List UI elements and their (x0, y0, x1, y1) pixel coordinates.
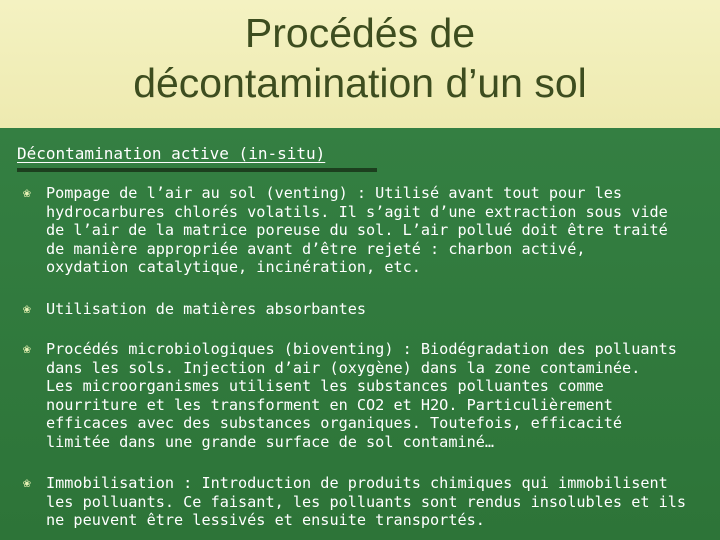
slide-title: Procédés de décontamination d’un sol (133, 10, 587, 106)
leaf-bullet-icon: ❀ (23, 342, 31, 357)
leaf-bullet-icon: ❀ (23, 302, 31, 317)
bullet-text: Pompage de l’air au sol (venting) : Utilisé avant tout pour les hydrocarbures chlorés volatils. Il s’agit d’une extraction sous vide de l’air de la matrice poreuse du sol. L’air pollué doit être traité de manière appropriée avant d’être rejeté : charbon activé, oxydation catalytique, incinération, etc. (46, 184, 668, 276)
leaf-bullet-icon: ❀ (23, 476, 31, 491)
slide-content (0, 128, 720, 540)
bullet-item (23, 340, 715, 451)
bullet-item (23, 474, 715, 530)
bullet-item (23, 300, 715, 319)
subtitle-shadow-bar (17, 168, 377, 172)
bullet-text: Immobilisation : Introduction de produits chimiques qui immobilisent les polluants. Ce faisant, les polluants sont rendus insolubles et ils ne peuvent être lessivés et ensuite transportés. (46, 474, 687, 529)
leaf-bullet-icon: ❀ (23, 186, 31, 201)
title-band (0, 0, 720, 128)
bullet-text: Procédés microbiologiques (bioventing) : Biodégradation des polluants dans les sols. Injection d’air (oxygène) dans la zone contaminée. Les microorganismes utilisent les substances polluantes comme nourriture et les transforment en CO2 et H2O. Particulièrement efficaces avec des substances organiques. Toutefois, efficacité limitée dans une grande surface de sol contaminé… (46, 340, 677, 451)
section-subtitle: Décontamination active (in-situ) (17, 144, 326, 163)
bullet-item (23, 184, 715, 277)
bullet-text: Utilisation de matières absorbantes (46, 300, 367, 318)
